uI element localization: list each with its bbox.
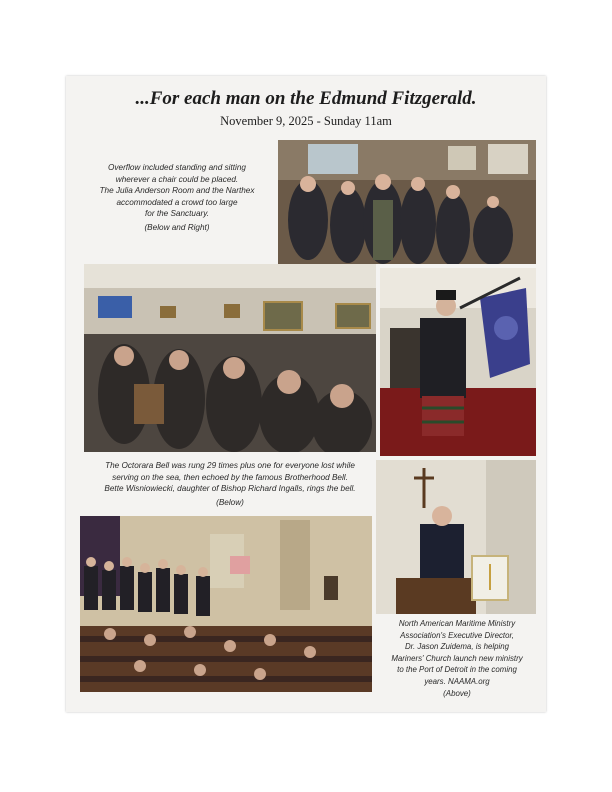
program-page <box>66 76 546 712</box>
caption-line: accommodated a crowd too large <box>116 197 238 207</box>
photo-sanctuary-bell-ringing <box>80 516 372 692</box>
caption-line: Association's Executive Director, <box>400 630 514 640</box>
photo-speaker-lectern <box>376 460 536 614</box>
caption-director <box>372 618 542 700</box>
page-title: ...For each man on the Edmund Fitzgerald. <box>135 88 477 109</box>
caption-overflow <box>86 162 268 233</box>
caption-line: Mariners' Church launch new ministry <box>391 653 523 663</box>
caption-line: Bette Wisniowiecki, daughter of Bishop Richard Ingalls, rings the bell. <box>104 484 356 493</box>
caption-line: North American Maritime Ministry <box>398 619 516 628</box>
caption-note: (Below) <box>216 497 244 507</box>
caption-line: Overflow included standing and sitting <box>108 163 246 172</box>
caption-line: wherever a chair could be placed. <box>115 174 239 184</box>
caption-line: years. NAAMA.org <box>424 676 490 686</box>
caption-line: to the Port of Detroit in the coming <box>397 665 517 674</box>
caption-note: (Above) <box>443 689 471 698</box>
caption-line: for the Sanctuary. <box>144 209 210 218</box>
photo-narthex-crowd <box>278 140 536 264</box>
caption-line: serving on the sea, then echoed by the famous Brotherhood Bell. <box>112 472 348 482</box>
page-subtitle: November 9, 2025 - Sunday 11am <box>220 114 392 128</box>
caption-line: Dr. Jason Zuidema, is helping <box>404 642 510 651</box>
photo-julia-anderson-room <box>84 264 376 452</box>
photo-bagpiper <box>380 268 536 456</box>
caption-bell <box>84 460 376 508</box>
caption-line: The Octorara Bell was rung 29 times plus one for everyone lost while <box>105 461 355 470</box>
caption-note: (Below and Right) <box>144 222 210 232</box>
caption-line: The Julia Anderson Room and the Narthex <box>99 186 255 195</box>
